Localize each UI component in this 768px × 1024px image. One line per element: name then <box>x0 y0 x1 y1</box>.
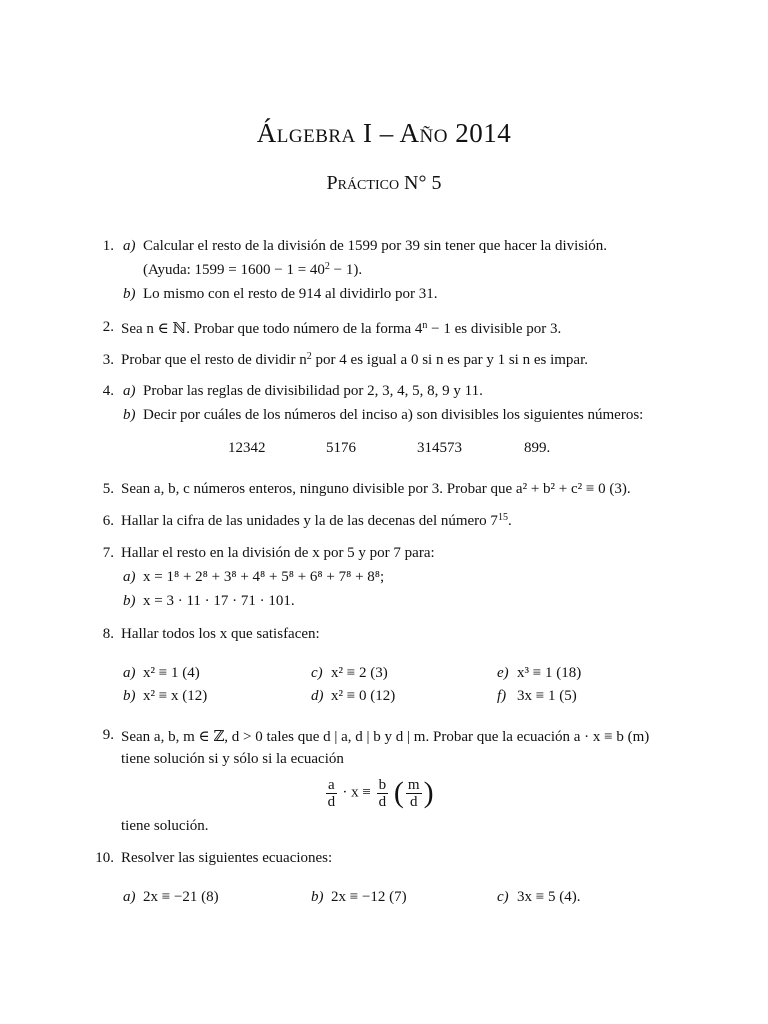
item-label: a) <box>123 889 136 905</box>
problem-equation: x² ≡ 0 (12) <box>331 688 396 704</box>
item-label: a) <box>123 383 136 399</box>
problem-number: 9. <box>102 727 114 743</box>
problem-number: 8. <box>102 626 114 642</box>
problem-number: 4. <box>102 383 114 399</box>
problem-number: 7. <box>102 545 114 561</box>
item-label: c) <box>497 889 509 905</box>
problem-number: 2. <box>102 319 114 335</box>
problem-text: Decir por cuáles de los números del inciso a) son divisibles los siguientes números: <box>143 407 644 423</box>
problem-number: 6. <box>102 513 114 529</box>
problem-equation: 3x ≡ 1 (5) <box>517 688 577 704</box>
item-label: b) <box>123 286 136 302</box>
item-label: a) <box>123 569 136 585</box>
problem-equation: x = 3 · 11 · 17 · 71 · 101. <box>143 593 295 609</box>
item-label: a) <box>123 665 136 681</box>
problem-equation: x² ≡ x (12) <box>143 688 208 704</box>
problem-text: tiene solución. <box>121 818 209 834</box>
fraction-equation: $\frac{a}{d}$ · x ≡ $\frac{b}{d}$ ( $\frac{m}{d}$ ) <box>327 776 434 810</box>
page-subtitle: Práctico N° 5 <box>326 172 442 194</box>
number-list-item: 12342 <box>228 440 266 456</box>
number-list-item: 5176 <box>326 440 356 456</box>
problem-text: Calcular el resto de la división de 1599 por 39 sin tener que hacer la división. <box>143 238 608 254</box>
item-label: c) <box>311 665 323 681</box>
item-label: f) <box>497 688 507 704</box>
item-label: d) <box>311 688 324 704</box>
problem-equation: x = 1⁸ + 2⁸ + 3⁸ + 4⁸ + 5⁸ + 6⁸ + 7⁸ + 8⁸; <box>143 569 385 585</box>
problem-equation: x² ≡ 1 (4) <box>143 665 200 681</box>
problem-text: Lo mismo con el resto de 914 al dividirlo por 31. <box>143 286 438 302</box>
problem-text: Resolver las siguientes ecuaciones: <box>121 850 333 866</box>
item-label: a) <box>123 238 136 254</box>
problem-equation: x³ ≡ 1 (18) <box>517 665 582 681</box>
page-title: Álgebra I – Año 2014 <box>256 118 512 148</box>
problem-number: 10. <box>95 850 114 866</box>
problem-text: Sean a, b, m ∈ ℤ, d > 0 tales que d | a, d | b y d | m. Probar que la ecuación a · x ≡ b (m) <box>121 729 650 745</box>
problem-text: Hallar el resto en la división de x por 5 y por 7 para: <box>121 545 435 561</box>
problem-text: Probar las reglas de divisibilidad por 2, 3, 4, 5, 8, 9 y 11. <box>143 383 483 399</box>
problem-text: Hallar todos los x que satisfacen: <box>121 626 320 642</box>
item-label: b) <box>123 407 136 423</box>
problem-equation: 3x ≡ 5 (4). <box>517 889 581 905</box>
problem-text: Sean a, b, c números enteros, ninguno divisible por 3. Probar que a² + b² + c² ≡ 0 (3). <box>121 481 631 497</box>
problem-text: Sea n ∈ ℕ. Probar que todo número de la forma $4^n - 1$ es divisible por 3. <box>121 320 562 337</box>
problem-text: tiene solución si y sólo si la ecuación <box>121 751 344 767</box>
problem-equation: 2x ≡ −21 (8) <box>143 889 219 905</box>
item-label: b) <box>123 593 136 609</box>
problem-number: 5. <box>102 481 114 497</box>
problem-equation: x² ≡ 2 (3) <box>331 665 388 681</box>
problem-hint: (Ayuda: $1599 = 1600 - 1 = 40^2 - 1$). <box>143 261 363 278</box>
problem-text: Hallar la cifra de las unidades y la de las decenas del número $7^{15}$. <box>121 512 512 529</box>
problem-equation: 2x ≡ −12 (7) <box>331 889 407 905</box>
number-list-item: 314573 <box>417 440 462 456</box>
problem-number: 3. <box>102 352 114 368</box>
problem-number: 1. <box>102 238 114 254</box>
problem-text: Probar que el resto de dividir $n^2$ por 4 es igual a 0 si n es par y 1 si n es impar. <box>121 351 589 368</box>
item-label: b) <box>311 889 324 905</box>
item-label: e) <box>497 665 509 681</box>
number-list-item: 899. <box>524 440 551 456</box>
item-label: b) <box>123 688 136 704</box>
